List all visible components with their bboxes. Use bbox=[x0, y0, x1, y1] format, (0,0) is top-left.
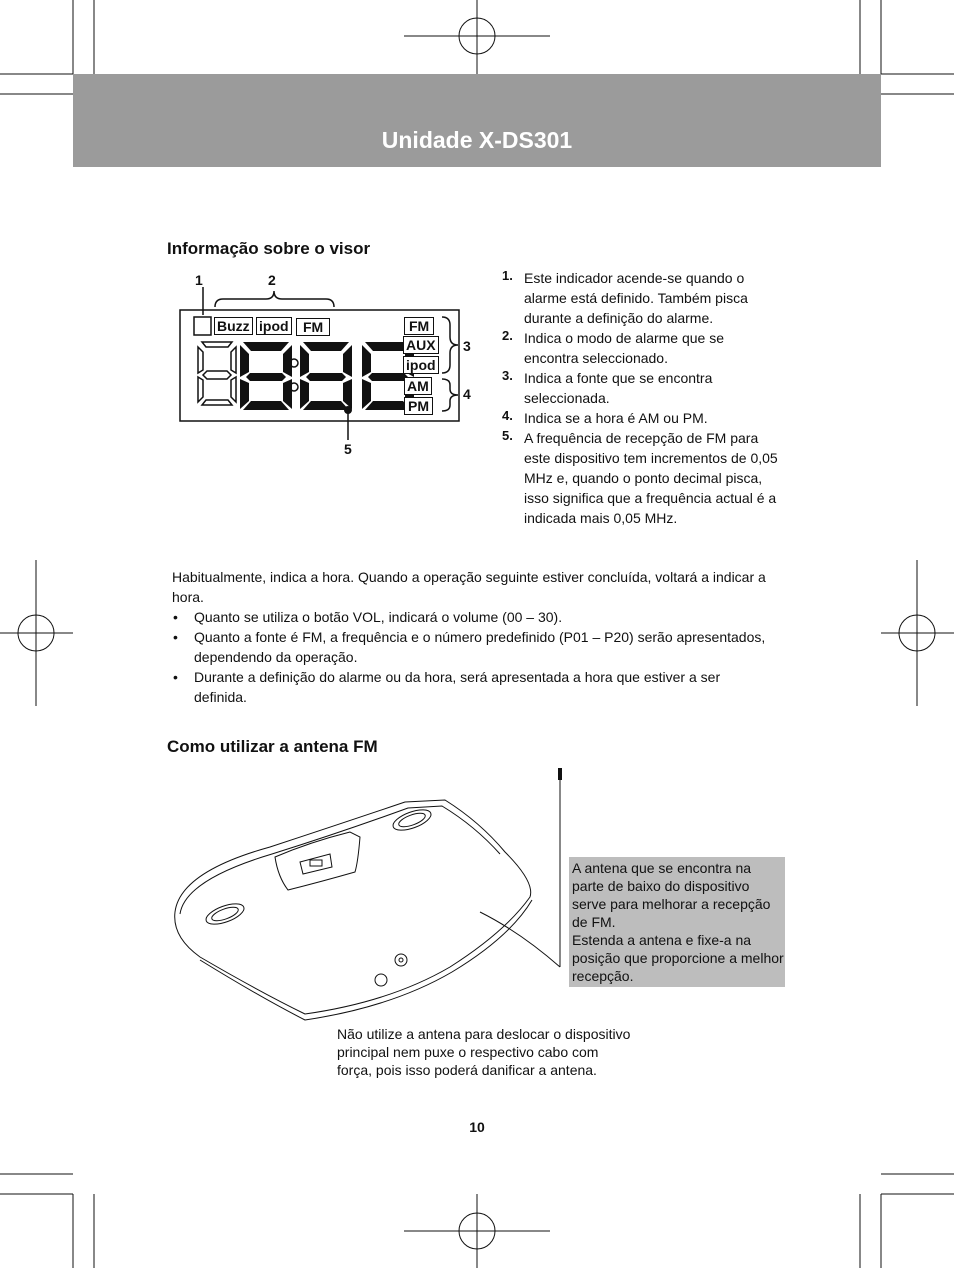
list-number: 3. bbox=[502, 368, 513, 383]
bullet-item bbox=[172, 627, 772, 667]
list-text: Indica a fonte que se encontra seleccionada. bbox=[524, 370, 713, 406]
list-number: 4. bbox=[502, 408, 513, 423]
bullet-marker: • bbox=[173, 609, 178, 625]
list-number: 1. bbox=[502, 268, 513, 283]
lcd-ipod-source-label: ipod bbox=[403, 356, 439, 374]
bullet-text: Quanto a fonte é FM, a frequência e o número predefinido (P01 – P20) serão apresentados, dependendo da operação. bbox=[194, 629, 766, 665]
section-heading-display: Informação sobre o visor bbox=[167, 239, 371, 258]
lcd-aux-source-label: AUX bbox=[403, 336, 439, 354]
bullet-item bbox=[172, 667, 772, 707]
operation-bullets bbox=[172, 607, 772, 707]
intro-paragraph: Habitualmente, indica a hora. Quando a operação seguinte estiver concluída, voltará a indicar a hora. bbox=[172, 569, 766, 605]
bullet-marker: • bbox=[173, 669, 178, 685]
lcd-am-label: AM bbox=[404, 377, 432, 395]
list-number: 5. bbox=[502, 428, 513, 443]
antenna-info-box bbox=[569, 857, 785, 987]
lcd-pm-label: PM bbox=[404, 397, 433, 415]
list-text: Indica se a hora é AM ou PM. bbox=[524, 410, 708, 426]
antenna-warning-note: Não utilize a antena para deslocar o dispositivo principal nem puxe o respectivo cabo com força, pois isso poderá danificar a antena. bbox=[337, 1026, 631, 1078]
list-item bbox=[500, 428, 780, 528]
lcd-fm-mode-label: FM bbox=[296, 318, 330, 336]
list-text: Indica o modo de alarme que se encontra seleccionado. bbox=[524, 330, 725, 366]
lcd-diagram-graphic bbox=[170, 265, 490, 465]
callout-1: 1 bbox=[195, 272, 203, 288]
list-text: A frequência de recepção de FM para este dispositivo tem incrementos de 0,05 MHz e, quando o ponto decimal pisca, isso significa que a frequência actual é a indicada mais 0,05 MHz. bbox=[524, 430, 778, 526]
list-item bbox=[500, 368, 780, 408]
antenna-tip bbox=[558, 768, 562, 780]
page-number: 10 bbox=[469, 1119, 485, 1135]
page-title: Unidade X-DS301 bbox=[381, 127, 573, 153]
lcd-fm-source-label: FM bbox=[404, 317, 434, 335]
list-text: Este indicador acende-se quando o alarme está definido. Também pisca durante a definição do alarme. bbox=[524, 270, 748, 326]
display-info-list bbox=[500, 268, 780, 528]
lcd-buzz-label: Buzz bbox=[214, 317, 253, 335]
lcd-diagram bbox=[170, 265, 490, 465]
antenna-info-text-1: A antena que se encontra na parte de baixo do dispositivo serve para melhorar a recepção de FM. bbox=[572, 860, 771, 930]
section-heading-antenna: Como utilizar a antena FM bbox=[167, 737, 378, 756]
antenna-info-text-2: Estenda a antena e fixe-a na posição que proporcione a melhor recepção. bbox=[572, 932, 784, 984]
list-item bbox=[500, 328, 780, 368]
lcd-ipod-mode-label: ipod bbox=[256, 317, 292, 335]
callout-3: 3 bbox=[463, 338, 471, 354]
list-item bbox=[500, 408, 780, 428]
bullet-marker: • bbox=[173, 629, 178, 645]
bullet-text: Quanto se utiliza o botão VOL, indicará o volume (00 – 30). bbox=[194, 609, 563, 625]
bullet-item bbox=[172, 607, 772, 627]
callout-2: 2 bbox=[268, 272, 276, 288]
list-number: 2. bbox=[502, 328, 513, 343]
list-item bbox=[500, 268, 780, 328]
callout-5: 5 bbox=[344, 441, 352, 457]
callout-4: 4 bbox=[463, 386, 471, 402]
bullet-text: Durante a definição do alarme ou da hora, será apresentada a hora que estiver a ser definida. bbox=[194, 669, 721, 705]
device-illustration bbox=[160, 762, 580, 1022]
